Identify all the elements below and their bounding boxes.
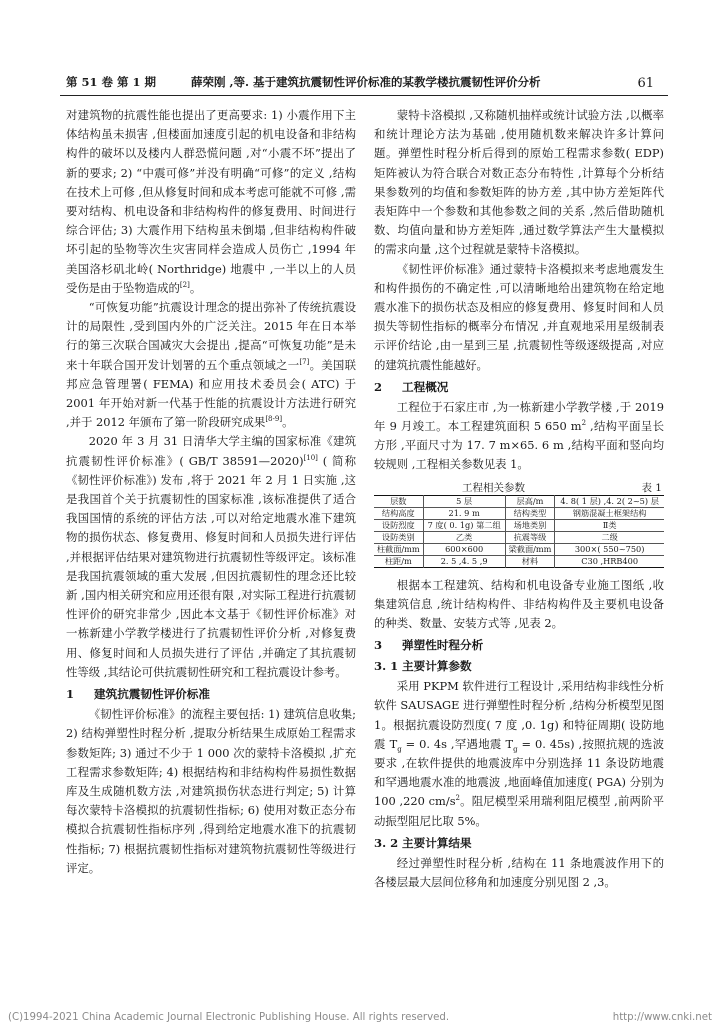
page-number: 61 <box>637 76 654 91</box>
table-cell: 5 层 <box>423 495 505 507</box>
table-number: 表 1 <box>641 481 662 494</box>
table-cell: 层数 <box>374 495 423 507</box>
paragraph-text: ,结构平面呈长方形 ,平面尺寸为 17. 7 m×65. 6 m ,结构平面和竖向均较规则 ,工程相关参数见表 1。 <box>374 419 664 472</box>
table-cell: 4. 8( 1 层) ,4. 2( 2~5) 层 <box>555 495 664 507</box>
left-column <box>66 106 356 878</box>
subsection-heading-3-1 <box>374 657 664 675</box>
paragraph-building-info: 根据本工程建筑、结构和机电设备专业施工图纸 ,收集建筑信息 ,统计结构构件、非结构构件及主要机电设备的种类、数量、安装方式等 ,见表 2。 <box>374 577 664 631</box>
section-number: 2 <box>374 379 383 394</box>
table-cell: 7 度( 0. 1g) 第二组 <box>423 519 505 531</box>
right-column <box>374 106 664 892</box>
sentence-end: 。 <box>189 280 202 295</box>
section-heading-2 <box>374 378 664 396</box>
superscript: 2 <box>581 419 587 428</box>
paragraph-text: = 0. 4s ,罕遇地震 T <box>401 736 514 751</box>
table-cell: 300×( 550~750) <box>555 543 664 555</box>
paragraph-text: ( 简称《韧性评价标准》) 发布 ,将于 2021 年 2 月 1 日实施 ,这是我国首个关于抗震韧性的国家标准 ,该标准提供了适合我国国情的系统的评估方法 ,可以对给定地震水准下建筑物的损伤状态、修复费用、修复时间和人员损失进行评估 ,并根据评估结果对建筑物进行抗震韧性等级评定。该标准是我国抗震领域的重大发展 ,但因抗震韧性的理念还比较新 ,国内相关研究和应用还很有限 ,对实际工程进行抗震韧性评价的研究非常少 ,因此本文基于《韧性评价标准》对一栋新建小学教学楼进行了抗震韧性评价分析 ,对修复费用、修复时间和人员损失进行了评估 ,并确定了其抗震韧性等级 ,其结论可供抗震韧性研究和工程抗震设计参考。 <box>66 453 356 679</box>
section-title: 工程概况 <box>402 379 449 394</box>
footer-url: http://www.cnki.net <box>612 1012 712 1023</box>
sentence-end: 。 <box>282 415 294 430</box>
paragraph-calculation-params <box>374 677 664 831</box>
paragraph-text: = 0. 45s) ,按照抗规的选波要求 ,在软件提供的地震波库中分别选择 11 条设防地震和罕遇地震水准的地震波 ,地面峰值加速度( PGA) 分别为 100 ,220 cm/s <box>374 736 664 809</box>
table-cell: 结构类型 <box>505 507 555 519</box>
table-row <box>374 507 664 519</box>
table-cell: 二级 <box>555 531 664 543</box>
paragraph-evaluation-process: 《韧性评价标准》的流程主要包括: 1) 建筑信息收集; 2) 结构弹塑性时程分析 ,提取分析结果生成原始工程需求参数矩阵; 3) 通过不少于 1 000 次的蒙特卡洛模拟 ,扩充工程需求参数矩阵; 4) 根据结构和非结构构件易损性数据库及生成随机数方法 ,对建筑损伤状态进行判定; 5) 计算每次蒙特卡洛模拟的抗震韧性指标; 6) 使用对数正态分布模拟合抗震韧性指标序列 ,得到给定地震水准下的抗震韧性指标; 7) 根据抗震韧性指标对建筑物抗震韧性等级进行评定。 <box>66 707 356 875</box>
citation-ref: [2] <box>179 281 190 290</box>
section-heading-3 <box>374 636 664 654</box>
table-cell: 乙类 <box>423 531 505 543</box>
paragraph-text: “可恢复功能”抗震设计理念的提出弥补了传统抗震设计的局限性 ,受到国内外的广泛关注。2015 年在日本举行的第三次联合国减灾大会提出 ,提高“可恢复功能”是未来十年联合国开发计划署的五个重点领域之一 <box>66 300 356 372</box>
table-cell: 层高/m <box>505 495 555 507</box>
superscript: 2 <box>455 794 461 803</box>
article-running-title: 薛荣刚 ,等. 基于建筑抗震韧性评价标准的某教学楼抗震韧性评价分析 <box>191 75 541 89</box>
paragraph-national-standard <box>66 432 356 682</box>
running-header <box>66 72 666 94</box>
table-caption <box>374 479 664 495</box>
section-title: 主要计算结果 <box>402 835 472 850</box>
subscript: g <box>397 745 402 754</box>
table-cell: 梁截面/mm <box>505 543 555 555</box>
copyright-notice: (C)1994-2021 China Academic Journal Electronic Publishing House. All rights reserved. <box>8 1012 450 1023</box>
subscript: g <box>513 745 518 754</box>
paragraph-resilience-concept <box>66 298 356 432</box>
citation-ref: [10] <box>303 453 318 462</box>
journal-issue: 第 51 卷 第 1 期 <box>66 75 157 89</box>
table-cell: 钢筋混凝土框架结构 <box>555 507 664 519</box>
paragraph-results: 经过弹塑性时程分析 ,结构在 11 条地震波作用下的各楼层最大层间位移角和加速度分别见图 2 ,3。 <box>374 855 664 890</box>
section-title: 建筑抗震韧性评价标准 <box>94 687 210 702</box>
table-cell: 结构高度 <box>374 507 423 519</box>
section-number: 3. 1 <box>374 659 399 674</box>
section-title: 弹塑性时程分析 <box>402 638 484 653</box>
table-row <box>374 531 664 543</box>
table-row <box>374 543 664 555</box>
section-heading-1 <box>66 685 356 703</box>
subsection-heading-3-2 <box>374 834 664 852</box>
paragraph-text: 对建筑物的抗震性能也提出了更高要求: 1) 小震作用下主体结构虽未损害 ,但楼面加速度引起的机电设备和非结构构件的破坏以及楼内人群恐慌问题 ,对“小震不坏”提出了新的要求; 2) “中震可修”并没有明确“可修”的定义 ,结构在技术上可修 ,但从修复时间和成本考虑可能就不可修 ,需要对结构、机电设备和非结构构件的修复费用、时间进行综合评估; 3) 大震作用下结构虽未倒塌 ,但非结构构件破坏引起的坠物等次生灾害同样会造成人员伤亡 ,1994 年美国洛杉矶北岭( Northridge) 地震中 ,一半以上的人员受伤是由于坠物造成的 <box>66 108 356 295</box>
table-cell: 场地类别 <box>505 519 555 531</box>
paragraph-text: 工程位于石家庄市 ,为一栋新建小学教学楼 ,于 2019 年 9 月竣工。本工程建筑面积 5 650 m <box>374 399 664 434</box>
table-cell: 柱截面/mm <box>374 543 423 555</box>
table-cell: 2. 5 ,4. 5 ,9 <box>423 555 505 567</box>
table-cell: 柱距/m <box>374 555 423 567</box>
section-title: 主要计算参数 <box>402 659 472 674</box>
header-rule <box>60 95 668 96</box>
paragraph-text: 采用 PKPM 软件进行工程设计 ,采用结构非线性分析软件 SAUSAGE 进行弹塑性时程分析 ,结构分析模型见图 1。根据抗震设防烈度( 7 度 ,0. 1g) 和特征周期( 设防地震 T <box>374 679 664 751</box>
table-body <box>374 495 664 567</box>
page-footer <box>8 1012 718 1023</box>
project-parameters-table <box>374 495 664 568</box>
table-row <box>374 519 664 531</box>
section-number: 3 <box>374 638 383 653</box>
table-cell: 抗震等级 <box>505 531 555 543</box>
paragraph-text: 。美国联邦应急管理署( FEMA) 和应用技术委员会( ATC) 于 2001 年开始对新一代基于性能的抗震设计方法进行研究 ,并于 2012 年颁布了第一阶段研究成果 <box>66 357 356 430</box>
table-row <box>374 555 664 567</box>
section-number: 3. 2 <box>374 835 399 850</box>
paragraph-resilience-standard: 《韧性评价标准》通过蒙特卡洛模拟来考虑地震发生和构件损伤的不确定性 ,可以清晰地给出建筑物在给定地震水准下的损伤状态及相应的修复费用、修复时间和人员损失等韧性指标的概率分布情况 ,并直观地采用星级制表示评价结论 ,由一星到三星 ,抗震韧性等级逐级提高 ,对应的建筑抗震性能越好。 <box>374 261 664 372</box>
table-cell: 材料 <box>505 555 555 567</box>
citation-ref: [8-9] <box>265 415 283 424</box>
table-title: 工程相关参数 <box>462 481 525 494</box>
section-number: 1 <box>66 687 75 702</box>
paragraph-text: 。阻尼模型采用瑞利阻尼模型 ,前两阶平动振型阻尼比取 5%。 <box>374 794 664 828</box>
table-cell: Ⅱ类 <box>555 519 664 531</box>
table-cell: C30 ,HRB400 <box>555 555 664 567</box>
table-cell: 21. 9 m <box>423 507 505 519</box>
table-cell: 600×600 <box>423 543 505 555</box>
table-cell: 设防烈度 <box>374 519 423 531</box>
paragraph-text: 2020 年 3 月 31 日清华大学主编的国家标准《建筑抗震韧性评价标准》( GB/T 38591—2020) <box>66 434 356 468</box>
paragraph-project-overview <box>374 398 664 475</box>
citation-ref: [7] <box>299 357 310 366</box>
paragraph-seismic-requirements <box>66 106 356 298</box>
paragraph-monte-carlo: 蒙特卡洛模拟 ,又称随机抽样或统计试验方法 ,以概率和统计理论方法为基础 ,使用随机数来解决许多计算问题。弹塑性时程分析后得到的原始工程需求参数( EDP) 矩阵被认为符合联合对数正态分布特性 ,计算每个分析结果参数列的均值和参数矩阵的协方差 ,其中协方差矩阵代表矩阵中一个参数和其他参数之间的关系 ,然后借助随机数、均值向量和协方差矩阵 ,通过数学算法产生大量模拟的需求向量 ,这个过程就是蒙特卡洛模拟。 <box>374 108 664 257</box>
table-cell: 设防类别 <box>374 531 423 543</box>
